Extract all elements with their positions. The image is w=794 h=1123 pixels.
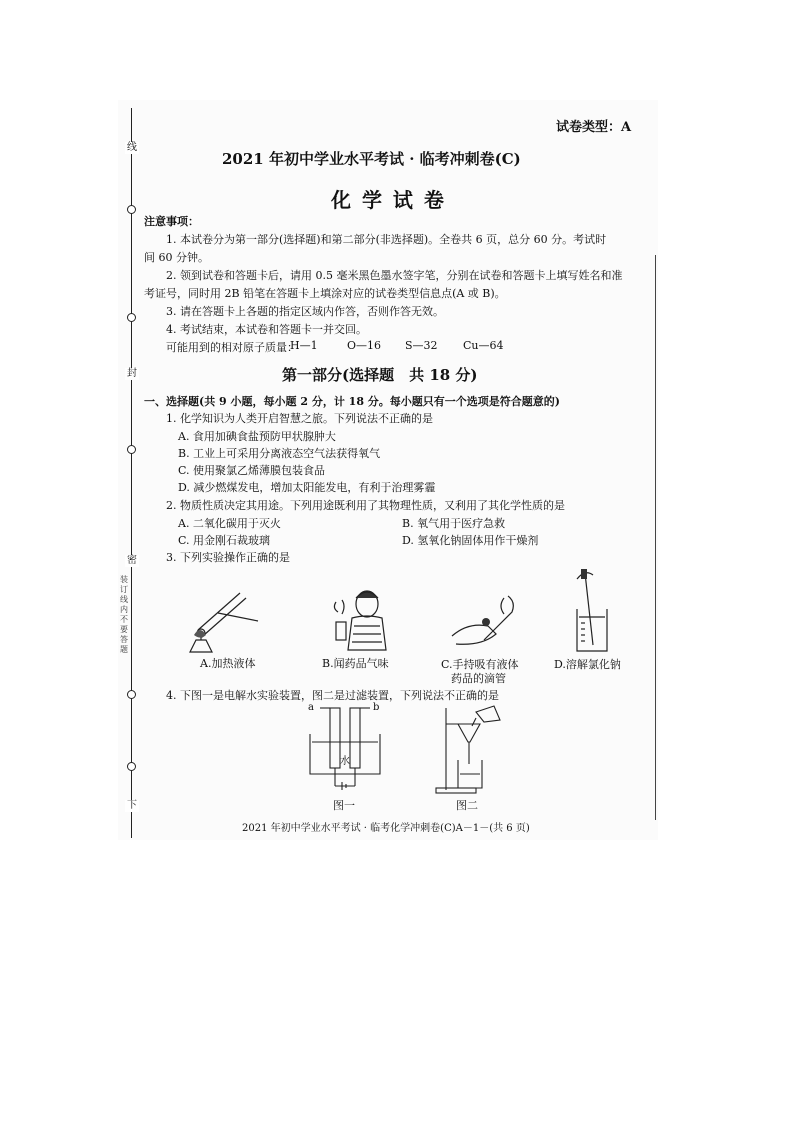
figure-heating-liquid bbox=[178, 585, 268, 655]
exam-title: 2021 年初中学业水平考试 · 临考冲刺卷(C) bbox=[222, 150, 521, 168]
fig2-label: 图二 bbox=[456, 799, 478, 812]
caption-dropper-line2: 药品的滴管 bbox=[451, 672, 506, 685]
caption-heating-liquid: A.加热液体 bbox=[200, 657, 256, 670]
page-right-edge bbox=[655, 255, 656, 820]
fig1-label: 图一 bbox=[333, 799, 355, 812]
margin-char-line: 线 bbox=[127, 142, 137, 153]
subject-title: 化 学 试 卷 bbox=[331, 188, 446, 212]
q2-option-a: A. 二氧化碳用于灭火 bbox=[178, 517, 281, 530]
binding-line bbox=[131, 108, 132, 838]
q2-option-d: D. 氢氧化钠固体用作干燥剂 bbox=[402, 534, 539, 547]
margin-char-down: 下 bbox=[127, 800, 137, 811]
atomic-mass-label: 可能用到的相对原子质量： bbox=[166, 341, 298, 354]
electrode-b-label: b bbox=[373, 702, 380, 713]
q4-stem: 4. 下图一是电解水实验装置，图二是过滤装置，下列说法不正确的是 bbox=[166, 689, 499, 702]
figure-dropper bbox=[448, 592, 526, 654]
q1-option-a: A. 食用加碘食盐预防甲状腺肿大 bbox=[178, 430, 336, 443]
notice-item: 2. 领到试卷和答题卡后，请用 0.5 毫米黑色墨水签字笔，分别在试卷和答题卡上填写姓名和准 bbox=[166, 269, 623, 282]
figure-electrolysis bbox=[306, 704, 388, 796]
notice-item: 间 60 分钟。 bbox=[144, 251, 209, 264]
caption-dropper-line1: C.手持吸有液体 bbox=[441, 658, 519, 671]
atomic-mass-o: O—16 bbox=[347, 339, 382, 352]
q2-option-b: B. 氧气用于医疗急救 bbox=[402, 517, 506, 530]
margin-circle bbox=[127, 690, 136, 699]
margin-circle bbox=[127, 762, 136, 771]
part1-title: 第一部分(选择题 共 18 分) bbox=[282, 366, 478, 384]
margin-char-seal: 封 bbox=[127, 368, 137, 379]
q1-stem: 1. 化学知识为人类开启智慧之旅。下列说法不正确的是 bbox=[166, 412, 433, 425]
notice-item: 4. 考试结束，本试卷和答题卡一并交回。 bbox=[166, 323, 367, 336]
q1-option-c: C. 使用聚氯乙烯薄膜包装食品 bbox=[178, 464, 326, 477]
notice-item: 3. 请在答题卡上各题的指定区域内作答，否则作答无效。 bbox=[166, 305, 444, 318]
water-label: 水 bbox=[340, 756, 350, 767]
margin-circle bbox=[127, 313, 136, 322]
margin-circle bbox=[127, 205, 136, 214]
figure-smelling bbox=[322, 588, 392, 654]
caption-dissolving: D.溶解氯化钠 bbox=[554, 658, 621, 671]
notice-item: 1. 本试卷分为第一部分(选择题)和第二部分(非选择题)。全卷共 6 页，总分 60 分。考试时 bbox=[166, 233, 607, 246]
q3-stem: 3. 下列实验操作正确的是 bbox=[166, 551, 290, 564]
atomic-mass-h: H—1 bbox=[290, 339, 318, 352]
notice-heading: 注意事项： bbox=[144, 215, 199, 228]
caption-smelling: B.闻药品气味 bbox=[322, 657, 389, 670]
atomic-mass-s: S—32 bbox=[405, 339, 438, 352]
q1-option-b: B. 工业上可采用分离液态空气法获得氧气 bbox=[178, 447, 381, 460]
atomic-mass-cu: Cu—64 bbox=[463, 339, 504, 352]
margin-circle bbox=[127, 445, 136, 454]
paper-type: 试卷类型：A bbox=[556, 120, 632, 135]
margin-vertical-note: 装订线内不要答题 bbox=[120, 575, 128, 654]
margin-char-secret: 密 bbox=[127, 555, 137, 566]
q2-stem: 2. 物质性质决定其用途。下列用途既利用了其物理性质，又利用了其化学性质的是 bbox=[166, 499, 565, 512]
figure-filtration bbox=[432, 704, 512, 796]
figure-dissolving bbox=[567, 565, 617, 657]
electrode-a-label: a bbox=[308, 702, 314, 713]
notice-item: 考证号，同时用 2B 铅笔在答题卡上填涂对应的试卷类型信息点(A 或 B)。 bbox=[144, 287, 506, 300]
q1-option-d: D. 减少燃煤发电，增加太阳能发电，有利于治理雾霾 bbox=[178, 481, 436, 494]
q2-option-c: C. 用金刚石裁玻璃 bbox=[178, 534, 271, 547]
page-footer: 2021 年初中学业水平考试 · 临考化学冲刺卷(C)A－1－(共 6 页) bbox=[242, 823, 530, 834]
section-intro: 一、选择题(共 9 小题，每小题 2 分，计 18 分。每小题只有一个选项是符合题意的) bbox=[144, 395, 560, 408]
